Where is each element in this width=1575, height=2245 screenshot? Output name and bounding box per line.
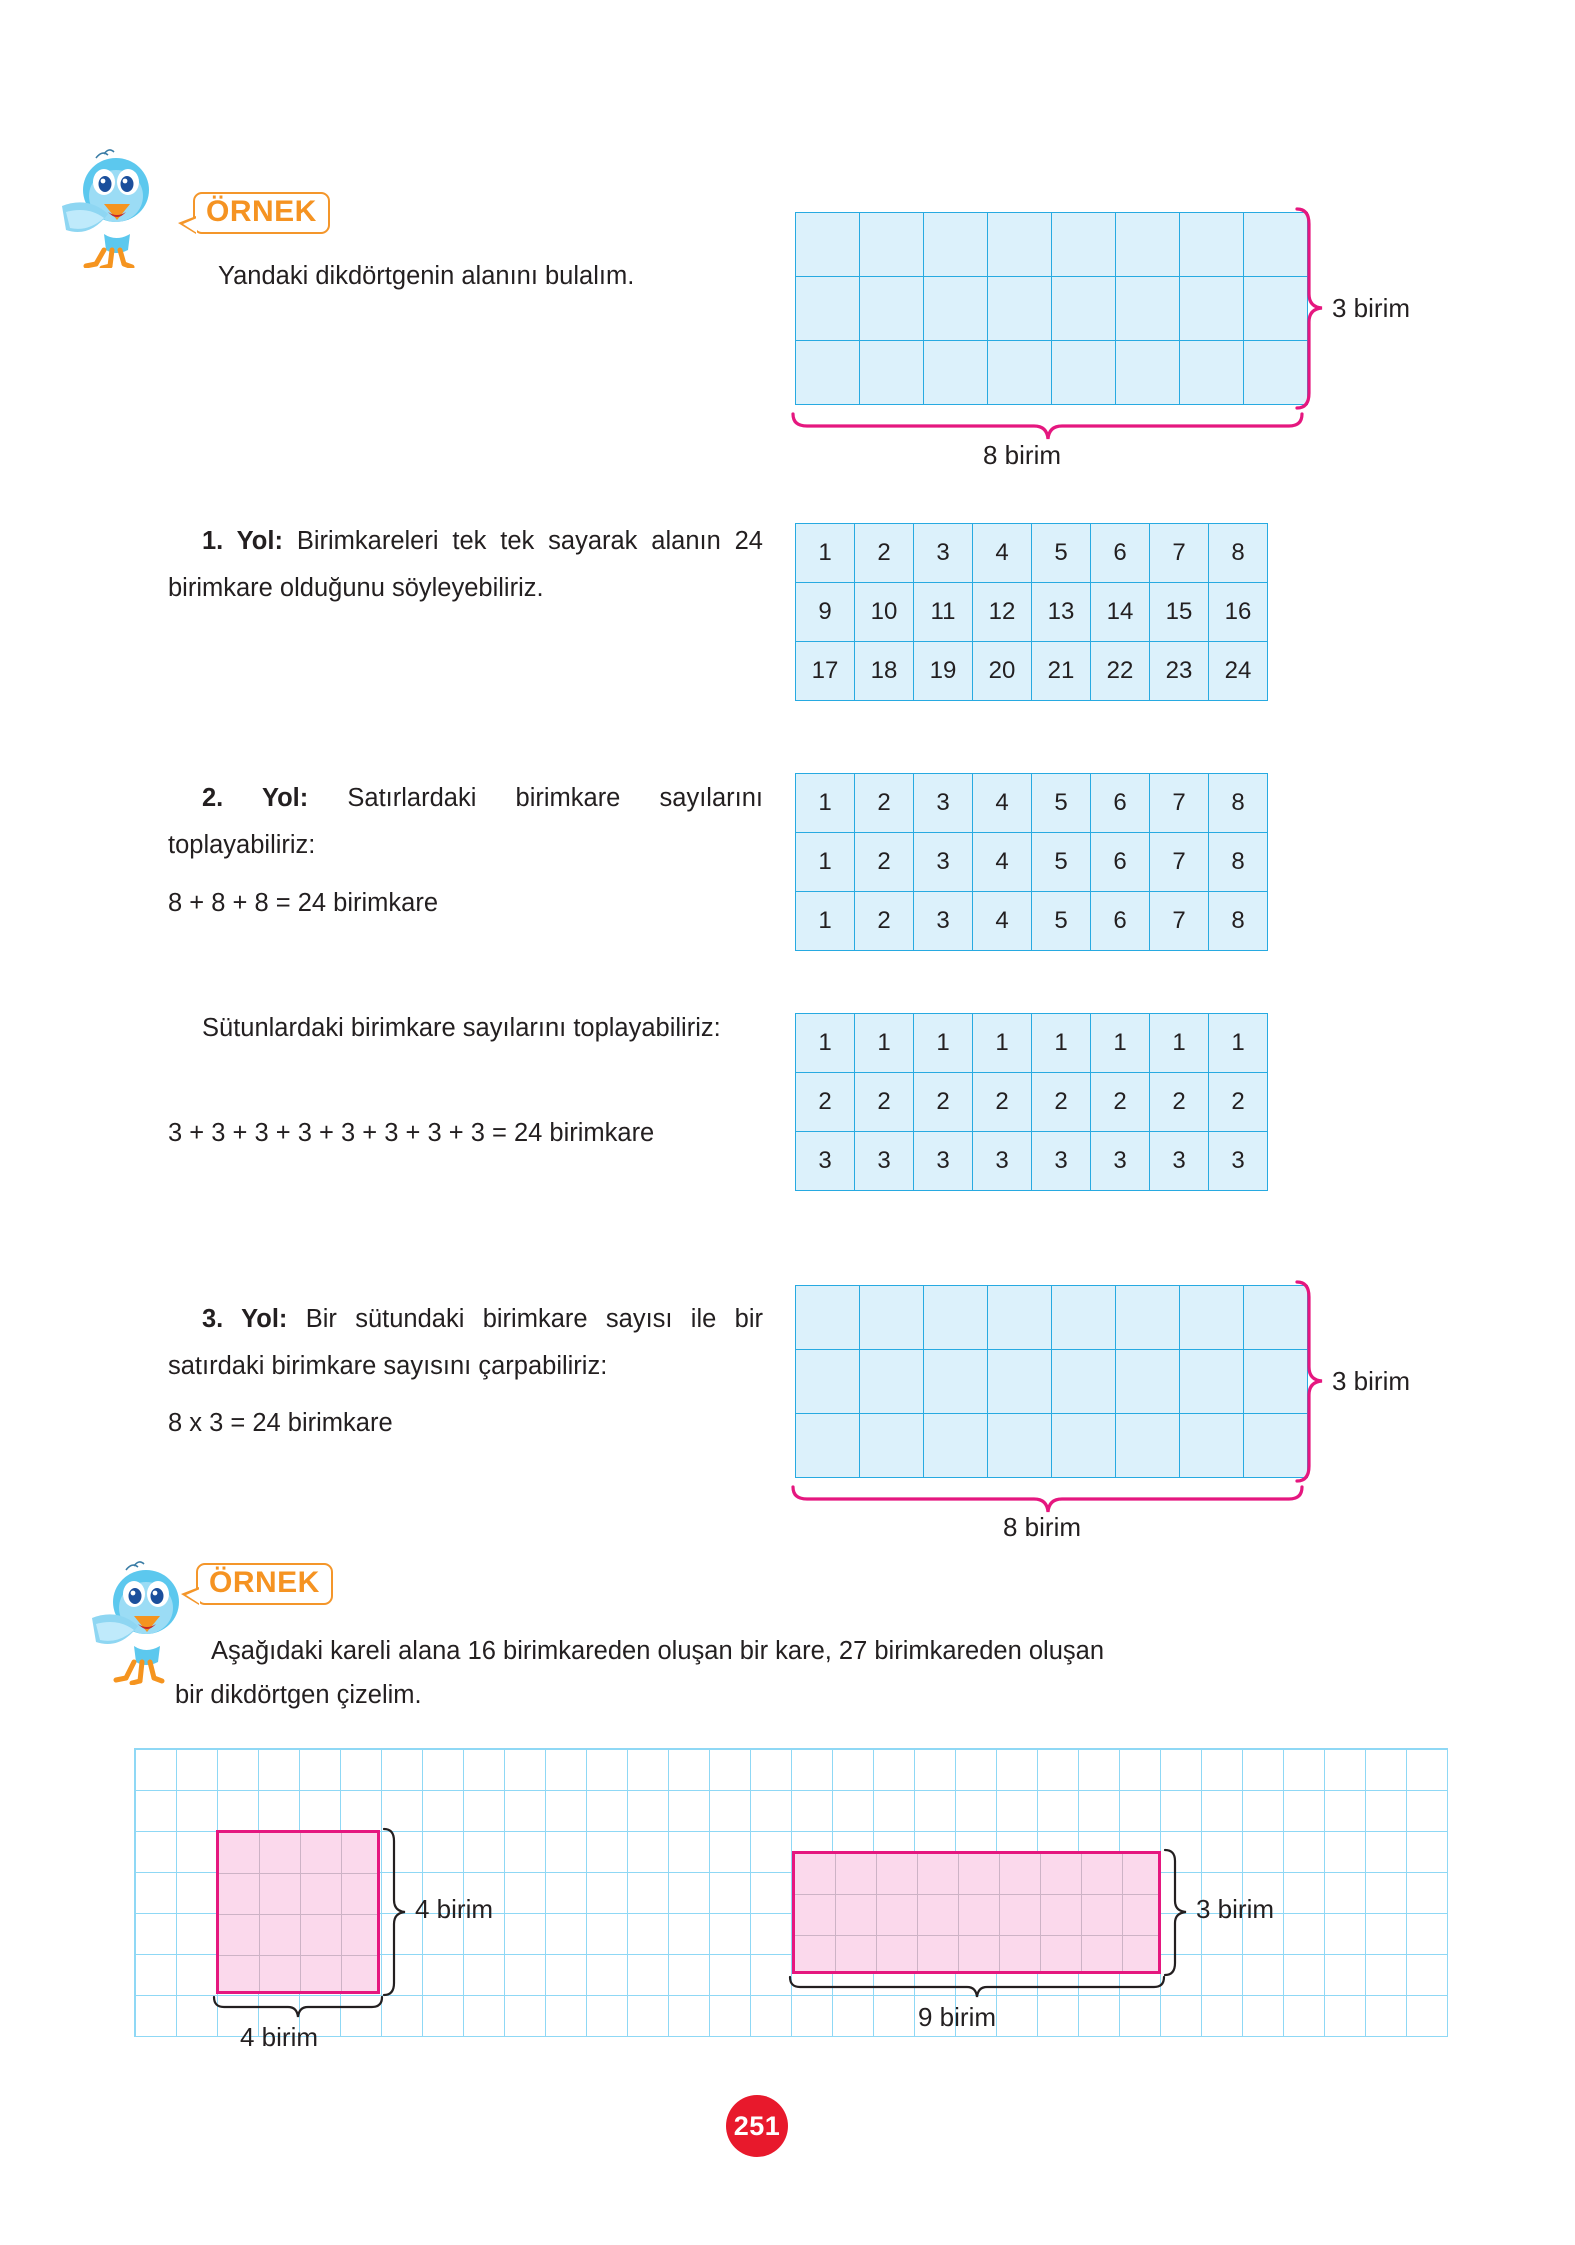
grid-cell: 19 (914, 642, 973, 701)
grid-cell: 8 (1209, 892, 1268, 951)
label-top-width: 8 birim (983, 440, 1062, 470)
rectangle-top-grid (795, 212, 1308, 405)
grid-line (1081, 1854, 1082, 1971)
grid-line (219, 1914, 377, 1915)
grid-cell: 3 (914, 833, 973, 892)
grid-cell: 2 (855, 1073, 914, 1132)
grid-cell: 14 (1091, 583, 1150, 642)
grid-cell: 1 (914, 1014, 973, 1073)
grid-cell: 5 (1032, 524, 1091, 583)
grid-line (219, 1873, 377, 1874)
method-3-body: Bir sütundaki birimkare sayısı ile bir satırdaki birimkare sayısını çarpabiliriz: (168, 1305, 763, 1380)
grid-cell: 7 (1150, 833, 1209, 892)
grid-line (1040, 1854, 1041, 1971)
table-row (796, 642, 1268, 701)
column-method-equation-text: 3 + 3 + 3 + 3 + 3 + 3 + 3 + 3 = 24 birimkare (168, 1119, 655, 1147)
grid-cell: 3 (1032, 1132, 1091, 1191)
grid-cell: 1 (855, 1014, 914, 1073)
grid-cell: 8 (1209, 833, 1268, 892)
ornek-badge: ÖRNEK (193, 192, 330, 234)
table-row (796, 1132, 1268, 1191)
grid-cell: 6 (1091, 524, 1150, 583)
grid-cell: 1 (1150, 1014, 1209, 1073)
grid-cell: 1 (796, 1014, 855, 1073)
grid-cell: 2 (1091, 1073, 1150, 1132)
grid-cell: 23 (1150, 642, 1209, 701)
grid-cell: 4 (973, 524, 1032, 583)
table-row (796, 583, 1268, 642)
table-row (796, 774, 1268, 833)
method-2-heading: 2. Yol: (202, 784, 309, 812)
grid-cell: 3 (1150, 1132, 1209, 1191)
column-method-body: Sütunlardaki birimkare sayılarını toplayabiliriz: (202, 1014, 721, 1042)
method-3-equation (168, 1400, 763, 1447)
brace-vertical-square (382, 1826, 410, 1998)
label-square-width: 4 birim (240, 2022, 319, 2052)
grid-cell: 2 (855, 892, 914, 951)
grid-cell: 5 (1032, 892, 1091, 951)
grid-cell: 4 (973, 774, 1032, 833)
label-rectangle-width: 9 birim (918, 2002, 997, 2032)
grid-cell: 2 (855, 774, 914, 833)
grid-line (795, 1935, 1158, 1936)
grid-cell: 20 (973, 642, 1032, 701)
counting-grid (795, 523, 1268, 701)
rectangle-bottom-grid (795, 1285, 1308, 1478)
table-row (796, 1073, 1268, 1132)
grid-cell: 3 (796, 1132, 855, 1191)
grid-cell: 1 (796, 833, 855, 892)
grid-line (917, 1854, 918, 1971)
table-row (796, 277, 1308, 341)
grid-line (958, 1854, 959, 1971)
grid-cell: 16 (1209, 583, 1268, 642)
label-bottom-height: 3 birim (1332, 1366, 1411, 1396)
grid-cell: 2 (1209, 1073, 1268, 1132)
grid-cell: 21 (1032, 642, 1091, 701)
grid-cell: 1 (1091, 1014, 1150, 1073)
grid-line (219, 1955, 377, 1956)
table-row (796, 1014, 1268, 1073)
label-square-height: 4 birim (415, 1894, 494, 1924)
grid-cell: 1 (796, 892, 855, 951)
example-1-prompt: Yandaki dikdörtgenin alanını bulalım. (218, 262, 635, 290)
grid-cell: 7 (1150, 774, 1209, 833)
grid-cell: 3 (855, 1132, 914, 1191)
grid-cell: 3 (1209, 1132, 1268, 1191)
method-2-text (168, 775, 763, 869)
grid-cell: 4 (973, 892, 1032, 951)
grid-cell: 2 (914, 1073, 973, 1132)
label-bottom-width: 8 birim (1003, 1512, 1082, 1542)
method-1-heading: 1. Yol: (202, 527, 283, 555)
grid-line (835, 1854, 836, 1971)
grid-cell: 3 (914, 524, 973, 583)
row-sum-grid (795, 773, 1268, 951)
ornek-badge-2: ÖRNEK (196, 1563, 333, 1605)
table-row (796, 1350, 1308, 1414)
grid-line (300, 1833, 301, 1991)
method-2-equation (168, 880, 763, 927)
grid-cell: 3 (914, 892, 973, 951)
table-row (796, 341, 1308, 405)
grid-line (341, 1833, 342, 1991)
table-row (796, 892, 1268, 951)
label-rectangle-height: 3 birim (1196, 1894, 1275, 1924)
method-3-text (168, 1296, 763, 1390)
grid-cell: 18 (855, 642, 914, 701)
grid-cell: 2 (855, 833, 914, 892)
grid-cell: 1 (1032, 1014, 1091, 1073)
brace-vertical-rectangle (1163, 1847, 1191, 1978)
grid-cell: 7 (1150, 892, 1209, 951)
grid-cell: 1 (796, 524, 855, 583)
example-2-prompt-line1: Aşağıdaki kareli alana 16 birimkareden oluşan bir kare, 27 birimkareden oluşan (211, 1637, 1104, 1665)
method-1-body: Birimkareleri tek tek sayarak alanın 24 birimkare olduğunu söyleyebiliriz. (168, 527, 763, 602)
table-row (796, 524, 1268, 583)
grid-cell: 3 (914, 1132, 973, 1191)
grid-cell: 10 (855, 583, 914, 642)
pink-rectangle-27 (792, 1851, 1161, 1974)
brace-vertical-bottom (1295, 1279, 1329, 1484)
grid-cell: 2 (855, 524, 914, 583)
table-row (796, 213, 1308, 277)
grid-cell: 2 (1150, 1073, 1209, 1132)
page-number-badge: 251 (726, 2095, 788, 2157)
grid-cell: 2 (796, 1073, 855, 1132)
column-sum-grid (795, 1013, 1268, 1191)
grid-cell: 22 (1091, 642, 1150, 701)
method-1-text (168, 518, 763, 612)
grid-cell: 8 (1209, 774, 1268, 833)
grid-cell: 6 (1091, 833, 1150, 892)
table-row (796, 833, 1268, 892)
grid-cell: 11 (914, 583, 973, 642)
grid-cell: 13 (1032, 583, 1091, 642)
bird-mascot-icon (60, 138, 165, 268)
method-3-equation-text: 8 x 3 = 24 birimkare (168, 1409, 393, 1437)
grid-cell: 1 (1209, 1014, 1268, 1073)
grid-cell: 17 (796, 642, 855, 701)
brace-vertical-top (1295, 206, 1329, 411)
column-method-text (168, 1005, 763, 1052)
grid-cell: 9 (796, 583, 855, 642)
grid-cell: 6 (1091, 774, 1150, 833)
table-row (796, 1286, 1308, 1350)
grid-line (1122, 1854, 1123, 1971)
grid-cell: 2 (973, 1073, 1032, 1132)
brace-horizontal-rectangle (788, 1975, 1166, 2001)
grid-cell: 5 (1032, 774, 1091, 833)
grid-cell: 15 (1150, 583, 1209, 642)
grid-line (999, 1854, 1000, 1971)
method-2-body: Satırlardaki birimkare sayılarını toplayabiliriz: (168, 784, 763, 859)
grid-line (259, 1833, 260, 1991)
grid-line (795, 1894, 1158, 1895)
column-method-equation (168, 1110, 768, 1157)
grid-cell: 6 (1091, 892, 1150, 951)
method-3-heading: 3. Yol: (202, 1305, 288, 1333)
table-row (796, 1414, 1308, 1478)
grid-cell: 1 (973, 1014, 1032, 1073)
grid-cell: 7 (1150, 524, 1209, 583)
label-top-height: 3 birim (1332, 293, 1411, 323)
brace-horizontal-square (212, 1995, 384, 2021)
grid-cell: 12 (973, 583, 1032, 642)
grid-cell: 4 (973, 833, 1032, 892)
method-2-equation-text: 8 + 8 + 8 = 24 birimkare (168, 889, 439, 917)
example-2-prompt-line2: bir dikdörtgen çizelim. (175, 1681, 422, 1709)
grid-cell: 1 (796, 774, 855, 833)
grid-cell: 24 (1209, 642, 1268, 701)
pink-square-16 (216, 1830, 380, 1994)
grid-cell: 3 (973, 1132, 1032, 1191)
grid-cell: 3 (1091, 1132, 1150, 1191)
grid-line (876, 1854, 877, 1971)
grid-cell: 8 (1209, 524, 1268, 583)
grid-cell: 2 (1032, 1073, 1091, 1132)
grid-cell: 5 (1032, 833, 1091, 892)
grid-cell: 3 (914, 774, 973, 833)
